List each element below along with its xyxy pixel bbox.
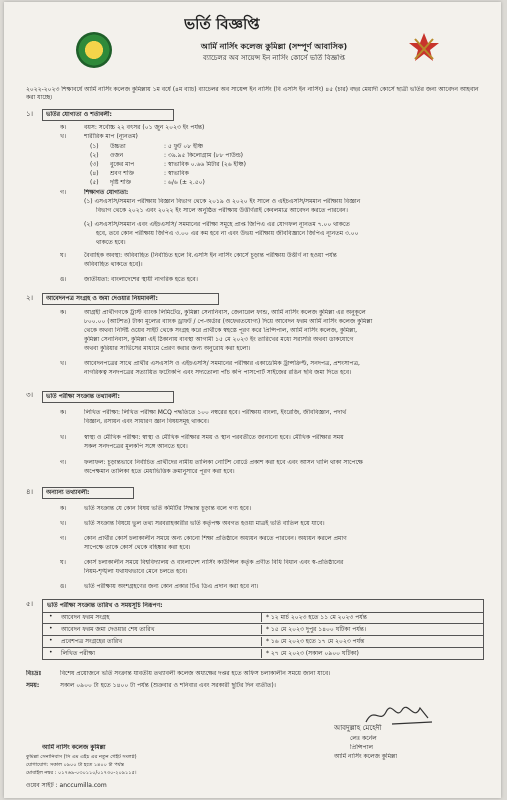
s1-e-label: ঙ। — [60, 276, 67, 283]
phys-key: দৃষ্টি শক্তি — [110, 179, 132, 186]
s3-viva-exam: সকল সনদপত্রের মূলকপি সঙ্গে আনতে হবে। — [84, 443, 188, 450]
phys-key: বুকের মাপ — [110, 161, 135, 168]
s2-a-line: আগ্রহী প্রার্থীগণকে ট্রাস্ট ব্যাংক লিমিটেড, কুমিল্লা সেনানিবাস, জেনারেল ফান্ড, আর্মি নার্সিং কলেজ কুমিল্লা এর অনুকূলে — [84, 309, 366, 316]
note-label: বিঃদ্রঃ — [26, 670, 42, 677]
table-row: • আবেদন ফরম সংগ্রহ * ১২ মার্চ ২০২৩ হতে ১১ মে ২০২৩ পর্যন্ত — [42, 612, 484, 624]
s4-item-text: কোর্স চলাকালীন সময়ে বিশ্ববিদ্যালয় ও বাংলাদেশ নার্সিং কাউন্সিল কর্তৃক প্রণীত বিধি বিধান এবং স্ব-প্রতিষ্ঠানের — [84, 559, 344, 566]
contact-time: যোগাযোগ: সকাল ০৯০০ টা হতে ১৪০০ টা পর্যন্ত — [26, 762, 124, 768]
section-1-number: ১। — [26, 110, 34, 118]
phys-value: : স্বাভাবিক ০.৬৬ মিটার (২৬ ইঞ্চি) — [164, 161, 246, 168]
s1-c-label: গ। — [60, 189, 67, 196]
s2-b-label: খ। — [60, 360, 67, 367]
section-5-heading — [42, 599, 484, 613]
s2-a-line: ৮০০.০০ (আটশত) টাকা মূল্যের ব্যাংক ড্রাফট / পে-অর্ডার (অফেরতযোগ্য) দিয়ে আবেদন ফরম আর্মি নার্সিং কলেজ কুমিল্লা — [84, 318, 373, 325]
college-logo — [76, 32, 112, 68]
signatory-designation: প্রিন্সিপাল — [350, 744, 373, 751]
section-4-title: অন্যান্য তথ্যাবলী: — [46, 489, 90, 496]
schedule-date: * ১৬ মে ২০২৩ হতে ১৭ মে ২০২৩ পর্যন্ত — [261, 637, 364, 646]
s2-b-line: আবেদনপত্রের সাথে প্রার্থীর এসএসসি ও এইচএসসি/ সমমানের পরীক্ষার একাডেমিক ট্রান্সক্রিপ্ট, সনদপত্র, প্রশংসাপত্র, — [84, 360, 360, 367]
college-name: আর্মি নার্সিং কলেজ কুমিল্লা (সম্পূর্ণ আবাসিক) — [200, 42, 348, 51]
s1-d-label: ঘ। — [60, 252, 66, 259]
schedule-item: আবেদন ফরম জমা দেওয়ার শেষ তারিখ — [61, 626, 155, 633]
s4-item-label: গ। — [60, 535, 67, 542]
contact-address: কুমিল্লা সেনানিবাস (সি এম এইচ এর নতুন গেইট সংলগ্ন) — [26, 754, 137, 760]
note-text: বিশেষ প্রয়োজনে ভর্তি সংক্রান্ত যাবতীয় তথ্যাবলী কলেজ অধ্যক্ষের দপ্তর হতে অফিস চলাকালীন সময়ে জানা যাবে। — [60, 670, 331, 677]
signatory-name: আবদুল্লাহ মেহেদী — [334, 724, 382, 732]
s4-item-label: ক। — [60, 505, 67, 512]
phys-value: : ৩৯.৯৫ কিলোগ্রাম (৮৮ পাউন্ড) — [164, 152, 243, 159]
army-emblem-icon — [406, 30, 442, 66]
s3-viva-exam: স্বাস্থ্য ও মৌখিক পরীক্ষা: স্বাস্থ্য ও মৌখিক পরীক্ষার সময় ও স্থান পরবর্তীতে জানানো হবে। মৌখিক পরীক্ষার সময় — [84, 434, 344, 441]
section-4-number: ৪। — [26, 488, 34, 496]
intro-text: ২০২২-২০২৩ শিক্ষাবর্ষে আর্মি নার্সিং কলেজ কুমিল্লায় ১ম বর্ষে (৪ম ব্যাচ) ব্যাচেলর অব সায়েন্স ইন নার্সিং (বি এসসি ইন নার্সিং) ৪৫ (চার) বছর মেয়াদী কোর্সে ছাত্রী ভর্তির জন্য আবেদন আহবান করা যাচ্ছে। — [26, 86, 479, 101]
s3-b-label: খ। — [60, 434, 67, 441]
table-row: • লিখিত পরীক্ষা * ২৭ মে ২০২৩ (সকাল ০৯০০ ঘটিকা) — [42, 648, 484, 660]
s4-item-text: ভর্তি সংক্রান্ত যে কোন বিষয় ভর্তি কমিটির সিদ্ধান্ত চূড়ান্ত বলে গণ্য হবে। — [84, 505, 251, 512]
section-4-heading — [42, 487, 134, 499]
contact-org: আর্মি নার্সিং কলেজ কুমিল্লা — [42, 744, 106, 751]
notice-subtitle: ব্যাচেলর অব সায়েন্স ইন নার্সিং কোর্সে ভর্তি বিজ্ঞপ্তি — [203, 54, 345, 62]
schedule-date: * ১২ মার্চ ২০২৩ হতে ১১ মে ২০২৩ পর্যন্ত — [261, 613, 367, 622]
s3-a-label: ক। — [60, 409, 67, 416]
contact-website: ওয়েব সাইট : anccumilla.com — [26, 782, 107, 789]
signatory-rank: লেঃ কর্নেল — [350, 735, 377, 742]
section-2-heading — [42, 293, 219, 305]
s1-education-line: (১) এসএসসি/সমমান পরীক্ষায় বিজ্ঞান বিভাগ থেকে ২০১৯ ও ২০২০ ইং সালে ও এইচএসসি/সমমান পরীক্ষায় বিজ্ঞান — [84, 198, 361, 205]
section-2-title: আবেদনপত্র সংগ্রহ ও জমা দেওয়ার নিয়মাবলী: — [46, 295, 158, 302]
s4-item-text: ভর্তি পরীক্ষায় অংশগ্রহণের জন্য কোন প্রকার টিএ ডিএ প্রদান করা হবে না। — [84, 583, 259, 590]
s1-nationality: জাতীয়তা: বাংলাদেশের স্থায়ী নাগরিক হতে হবে। — [84, 276, 198, 283]
s4-item-text: নিয়ম-শৃঙ্খলা যথাযথভাবে মেনে চলতে হবে। — [84, 568, 188, 575]
s3-written-exam: লিখিত পরীক্ষা: লিখিত পরীক্ষা MCQ পদ্ধতিতে ১০০ নম্বরের হবে। পরীক্ষায় বাংলা, ইংরেজি, জীববিজ্ঞান, পদার্থ — [84, 409, 347, 416]
phys-num: (৩) — [90, 161, 99, 168]
phys-value: : স্বাভাবিক — [164, 170, 189, 177]
s4-item-label: ঘ। — [60, 559, 66, 566]
s1-marital-status: বৈবাহিক অবস্থা: অবিবাহিত (নির্বাচিত হলে বি.এসসি ইন নার্সিং কোর্সে চূড়ান্ত পরীক্ষায় উত্তীর্ণ না হওয়া পর্যন্ত — [84, 252, 337, 259]
notice-title: ভর্তি বিজ্ঞপ্তি — [184, 15, 260, 33]
phys-key: ওজন — [110, 152, 124, 159]
s2-a-line: কুমিল্লা সেনানিবাস, কুমিল্লা এই ঠিকানায় ব্যবস্থা আগামী ১৫ মে ২০২৩ ইং তারিখের মধ্যে সরাসরি অথবা ডাকযোগে — [84, 336, 354, 343]
schedule-item: প্রবেশপত্র সংগ্রহের তারিখ — [61, 638, 123, 645]
signatory-org: আর্মি নার্সিং কলেজ কুমিল্লা — [334, 753, 398, 760]
s4-item-text: সাপেক্ষে তাকে কোর্স থেকে বহিষ্কার করা হবে। — [84, 544, 191, 551]
schedule-date: * ১৫ মে ২০২৩ দুপুর ১৪০০ ঘটিকা পর্যন্ত। — [261, 625, 366, 634]
s1-age: বয়স: সর্বোচ্চ ২২ বৎসর (০১ জুন ২০২৩ ইং পর্যন্ত) — [84, 124, 205, 131]
s1-a-label: ক। — [60, 124, 67, 131]
section-1-heading — [42, 109, 174, 121]
notice-page — [4, 2, 501, 798]
s1-education-title: শিক্ষাগত যোগ্যতা: — [84, 189, 129, 196]
s1-physical-title: শারীরিক মাপ (ন্যূনতম) — [84, 133, 138, 140]
phys-num: (৫) — [90, 179, 99, 186]
schedule-item: আবেদন ফরম সংগ্রহ — [61, 614, 110, 621]
s4-item-label: ঙ। — [60, 583, 67, 590]
section-3-heading — [42, 391, 174, 403]
s2-a-line: থেকে অথবা নির্দিষ্ট ওয়েব সাইট থেকে সংগ্রহ করে প্রার্থীকে স্বহস্তে পূরণ করে প্রিন্সিপাল, আর্মি নার্সিং কলেজ, কুমিল্লা, — [84, 327, 358, 334]
s1-education-line: (২) এসএসসি/সমমান এবং এইচএসসি/ সমমানের পরীক্ষা সমূহে প্রাপ্ত জিপিএ এর যোগফল ন্যূনতম ৭.০০ থাকতে — [84, 221, 350, 228]
section-3-number: ৩। — [26, 391, 34, 399]
s2-a-line: অথবা কুরিয়ার সার্ভিসের মাধ্যমে প্রেরণ করার জন্য অনুরোধ করা হলো। — [84, 345, 251, 352]
s2-a-label: ক। — [60, 309, 67, 316]
phys-value: : ৬/৬ (± ২.৫০) — [164, 179, 205, 186]
phys-key: উচ্চতা — [110, 143, 126, 150]
phys-num: (১) — [90, 143, 99, 150]
section-5-number: ৫। — [26, 600, 34, 608]
s2-b-line: নাগরিকত্ব সনদপত্রের সত্যায়িত ফটোকপি এবং সদ্যতোলা পাঁচ কপি পাসপোর্ট সাইজের রঙিন ছবি জমা দিতে হবে। — [84, 369, 352, 376]
s4-item-text: ভর্তি সংক্রান্ত বিষয়ে ভুল তথ্য সরবরাহকারীর ভর্তি কর্তৃপক্ষ অবগত হওয়া মাত্রই ভর্তি বাতিল হয়ে যাবে। — [84, 520, 325, 527]
table-row: • আবেদন ফরম জমা দেওয়ার শেষ তারিখ * ১৫ মে ২০২৩ দুপুর ১৪০০ ঘটিকা পর্যন্ত। — [42, 624, 484, 636]
table-row: • প্রবেশপত্র সংগ্রহের তারিখ * ১৬ মে ২০২৩ হতে ১৭ মে ২০২৩ পর্যন্ত — [42, 636, 484, 648]
contact-phone: মোবাইল নম্বর : ০১৭৬৯-০৩০১১০/০১৭৩০-২০৯১১৫। — [26, 770, 137, 776]
s3-result: ফলাফল: চূড়ান্তভাবে নির্বাচিত প্রার্থীদের নামীয় তালিকা নোটিশ বোর্ডে প্রকাশ করা হবে এবং আসন খালি থাকা সাপেক্ষে — [84, 459, 363, 466]
s4-item-label: খ। — [60, 520, 67, 527]
section-5-title: ভর্তি পরীক্ষা সংক্রান্ত তারিখ ও সময়সূচি নিরূপণ: — [47, 602, 163, 609]
s1-b-label: খ। — [60, 133, 67, 140]
section-1-title: ভর্তির যোগ্যতা ও শর্তাবলী: — [46, 111, 112, 118]
phys-key: শ্রবণ শক্তি — [110, 170, 135, 177]
section-2-number: ২। — [26, 294, 34, 302]
s1-marital-status-cont: অবিবাহিত থাকতে হবে)। — [84, 261, 143, 268]
s1-education-line: বিভাগ থেকে ২০২১ এবং ২০২২ ইং সালে অনুষ্ঠিত পরীক্ষায় উত্তীর্ণরাই কেবলমাত্র আবেদন করতে পারবেন। — [96, 207, 348, 214]
s1-education-line: থাকতে হবে। — [96, 239, 126, 246]
s3-written-exam: বিজ্ঞান, রসায়ন এবং সাধারণ জ্ঞান বিষয়সমূহ থাকবে। — [84, 418, 209, 425]
time-label: সময়: — [26, 682, 40, 689]
s1-education-line: হবে, তবে কোন পরীক্ষায় জিপিএ ৩.০০ এর কম হবে না এবং উভয় পরীক্ষায় জীববিজ্ঞানে জিপিএ ন্যূনতম ৩.০০ — [96, 230, 359, 237]
phys-value: : ৫ ফুট ০৮ ইঞ্চি — [164, 143, 204, 150]
s3-c-label: গ। — [60, 459, 67, 466]
s3-result: অপেক্ষমান তালিকা হতে মেধাভিত্তিক ক্রমানুসারে পূরণ করা হবে। — [84, 468, 235, 475]
phys-num: (৪) — [90, 170, 99, 177]
schedule-date: * ২৭ মে ২০২৩ (সকাল ০৯০০ ঘটিকা) — [261, 649, 359, 658]
section-3-title: ভর্তি পরীক্ষা সংক্রান্ত তথ্যাবলী: — [46, 393, 120, 400]
time-text: সকাল ০৯০০ টা হতে ১৪০০ টা পর্যন্ত (শুক্রবার ও শনিবার এবং সরকারী ছুটির দিন ব্যতীত)। — [60, 682, 276, 689]
schedule-item: লিখিত পরীক্ষা — [61, 650, 95, 657]
phys-num: (২) — [90, 152, 99, 159]
s4-item-text: কোন প্রার্থীর কোর্স চলাকালীন সময়ে অন্য কোনো শিক্ষা প্রতিষ্ঠানে অধ্যয়ন করতে পারবেন। অধ্যয়ন করলে প্রমাণ — [84, 535, 347, 542]
